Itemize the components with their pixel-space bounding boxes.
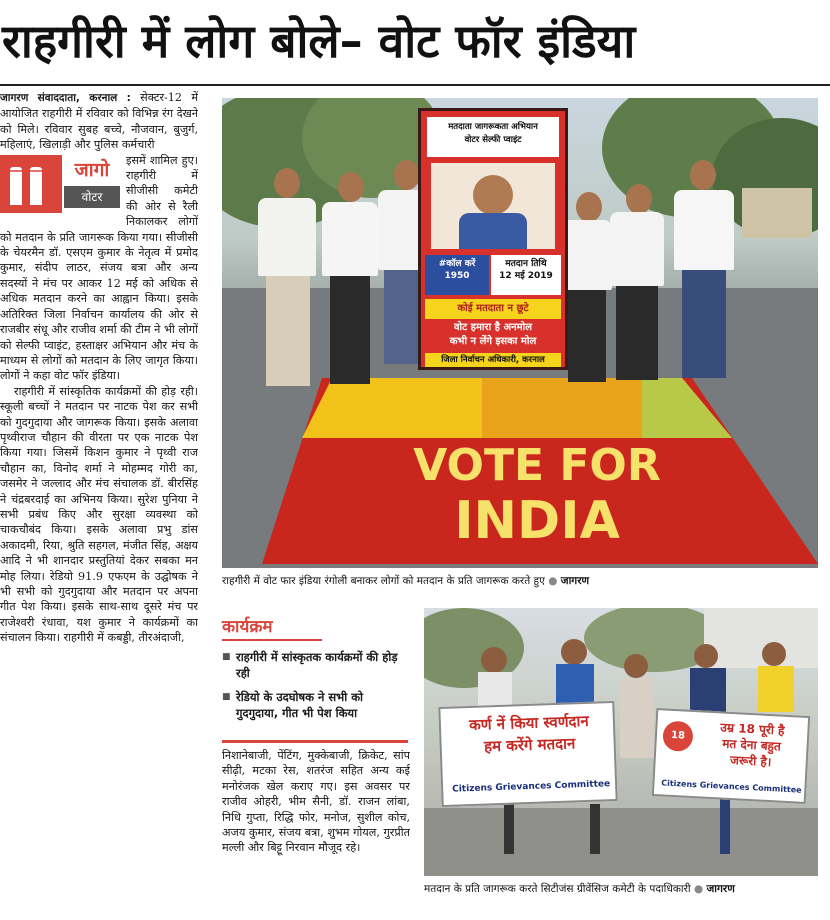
logo-title: जागो (74, 158, 110, 181)
paragraph-1 (0, 90, 198, 153)
paragraph-3: निशानेबाजी, पेंटिंग, मुक्केबाजी, क्रिकेट, सांप सीढ़ी, मटका रेस, शतरंज सहित अन्य कई मनोरंजक खेल कराए गए। इस अवसर पर राजीव ओहरी, भीम सैनी, डॉ. राजन लांबा, निधि गुप्ता, रिद्धि फोर, मनोज, सुशील कोच, अजय कुमार, संजय बत्रा, शुभम गोयल, गुरप्रीत मल्ली और बिट्टू निरवान मौजूद रहे। (222, 749, 410, 855)
caption-bullet-icon: ● (693, 883, 704, 895)
board-poll-date: मतदान तिथि 12 मई 2019 (491, 255, 561, 295)
photo-rangoli-selfie-point (222, 98, 818, 568)
board-footer: जिला निर्वाचन अधिकारी, करनाल (425, 353, 561, 367)
banner-swarnadan (438, 701, 617, 807)
rangoli-text-line1: VOTE FOR (413, 440, 661, 491)
paragraph-1-lead: सेक्टर-12 में आयोजित राहगीरी में रविवार को विभिन्न रंग देखने को मिले। रविवार सुबह बच्चे, नौजवान, बुजुर्ग, महिलाएं, खिलाड़ी और पुलिस कर्मचारी (0, 91, 198, 152)
rangoli-artwork (262, 378, 818, 564)
logo-subtitle: वोटर (64, 186, 120, 208)
paragraph-1-cont: इसमें शामिल हुए। राहगीरी में सीजीसी कमेटी की ओर से रैली निकालकर लोगों को मतदान के प्रति जागरूक किया गया। सीजीसी के चेयरमैन डॉ. एसएम कुमार के नेतृत्व में प्रमोद कुमार, संदीप लाठर, संजय बत्रा और अन्य सदस्यों ने मंच पर आकर 12 मई को अधिक से अधिक मतदान करने का आह्वान किया। इसके अतिरिक्त जिला निर्वाचन कार्यालय की ओर से राजबीर संधू और राजीव शर्मा की टीम ने भी लोगों को सेल्फी प्वाइंट, हस्ताक्षर अभियान और मंच के माध्यम से लोगों को मतदान के लिए जागृत किया। लोगों ने कहा वोट फॉर इंडिया। (0, 153, 198, 383)
photo-cgc-rally (424, 608, 818, 876)
headline: राहगीरी में लोग बोले– वोट फॉर इंडिया (2, 14, 636, 68)
program-rule (222, 740, 408, 743)
caption-bullet-icon: ● (548, 575, 558, 587)
program-highlights (222, 614, 408, 738)
program-item: ■ राहगीरी में सांस्कृतक कार्यक्रमों की होड़ रही (222, 649, 408, 681)
badge-18-icon: 18 (662, 720, 694, 752)
board-heading: मतदाता जागरूकता अभियान वोटर सेल्फी प्वाइंट (427, 117, 559, 157)
photo2-credit: जागरण (706, 883, 735, 895)
board-helpline: #कॉल करें 1950 (425, 255, 489, 295)
banner-age-18 (652, 708, 810, 804)
board-slogan-1: कोई मतदाता न छूटे (425, 299, 561, 319)
program-title: कार्यक्रम (222, 614, 322, 641)
photo2-caption-text: मतदान के प्रति जागरूक करते सिटीजंस ग्रीवेंसिज कमेटी के पदाधिकारी (424, 883, 691, 895)
photo1-caption (222, 574, 818, 594)
photo1-caption-text: राहगीरी में वोट फार इंडिया रंगोली बनाकर लोगों को मतदान के प्रति जागरूक करते हुए (222, 575, 545, 587)
headline-rule (0, 84, 830, 86)
article-column-middle (222, 748, 410, 918)
banner2-text: उम्र 18 पूरी है मत देना बहुत जरूरी है। (720, 720, 785, 770)
article-column-left (0, 90, 198, 920)
program-list (222, 649, 408, 721)
jago-voter-logo (0, 155, 120, 213)
rangoli-text-line2: INDIA (454, 491, 620, 551)
program-item: ■ रेडियो के उदघोषक ने सभी को गुदगुदाया, गीत भी पेश किया (222, 689, 408, 721)
selfie-point-board (418, 108, 568, 370)
banner2-org: Citizens Grievances Committee (661, 778, 802, 795)
paragraph-2: राहगीरी में सांस्कृतिक कार्यक्रमों की होड़ रही। स्कूली बच्चों ने मतदान पर नाटक पेश कर सभी को गुदगुदाया और जागरूक किया। इसके अलावा पृथ्वीराज चौहान की वीरता पर एक नाटक पेश किया गया। जिसमें किशन कुमार ने पृथ्वी राज चौहान का, विनोद शर्मा ने मोहम्मद गोरी का, जसमेर ने जल्लाद और मंच संचालक डॉ. बीरसिंह ने चंद्रबरदाई का अभिनय किया। सुरेश पुनिया ने सभी प्रबंध किए और सुरक्षा व्यवस्था को चाकचौबंद किया। इसके अलावा प्रभु डांस अकादमी, रिया, श्रुति सहगल, मंजीत सिंह, अक्षय आदि ने भी शानदार प्रस्तुतियां देकर सबका मन मोह लिया। रेडियो 91.9 एफएम के उद्घोषक ने भी सभी को गुदगुदाया और मतदान पर अपना गीत पेश किया। इसके साथ-साथ दूसरे मंच पर राजेश्वरी रंधावा, यश कुमार ने कार्यक्रमों का संचालन किया। राहगीरी में कबड्डी, तीरअंदाजी, (0, 384, 198, 645)
board-photo-frame (431, 163, 555, 249)
raised-fists-icon (0, 155, 62, 213)
banner1-org: Citizens Grievances Committee (451, 779, 611, 795)
byline: जागरण संवाददाता, करनाल : (0, 92, 131, 104)
board-slogan-2: वोट हमारा है अनमोल कभी न लेंगे इसका मोल (449, 322, 537, 347)
photo2-caption (424, 882, 818, 900)
photo1-credit: जागरण (560, 575, 590, 587)
banner1-text: कर्ण नें किया स्वर्णदान हम करेंगे मतदान (468, 711, 589, 756)
